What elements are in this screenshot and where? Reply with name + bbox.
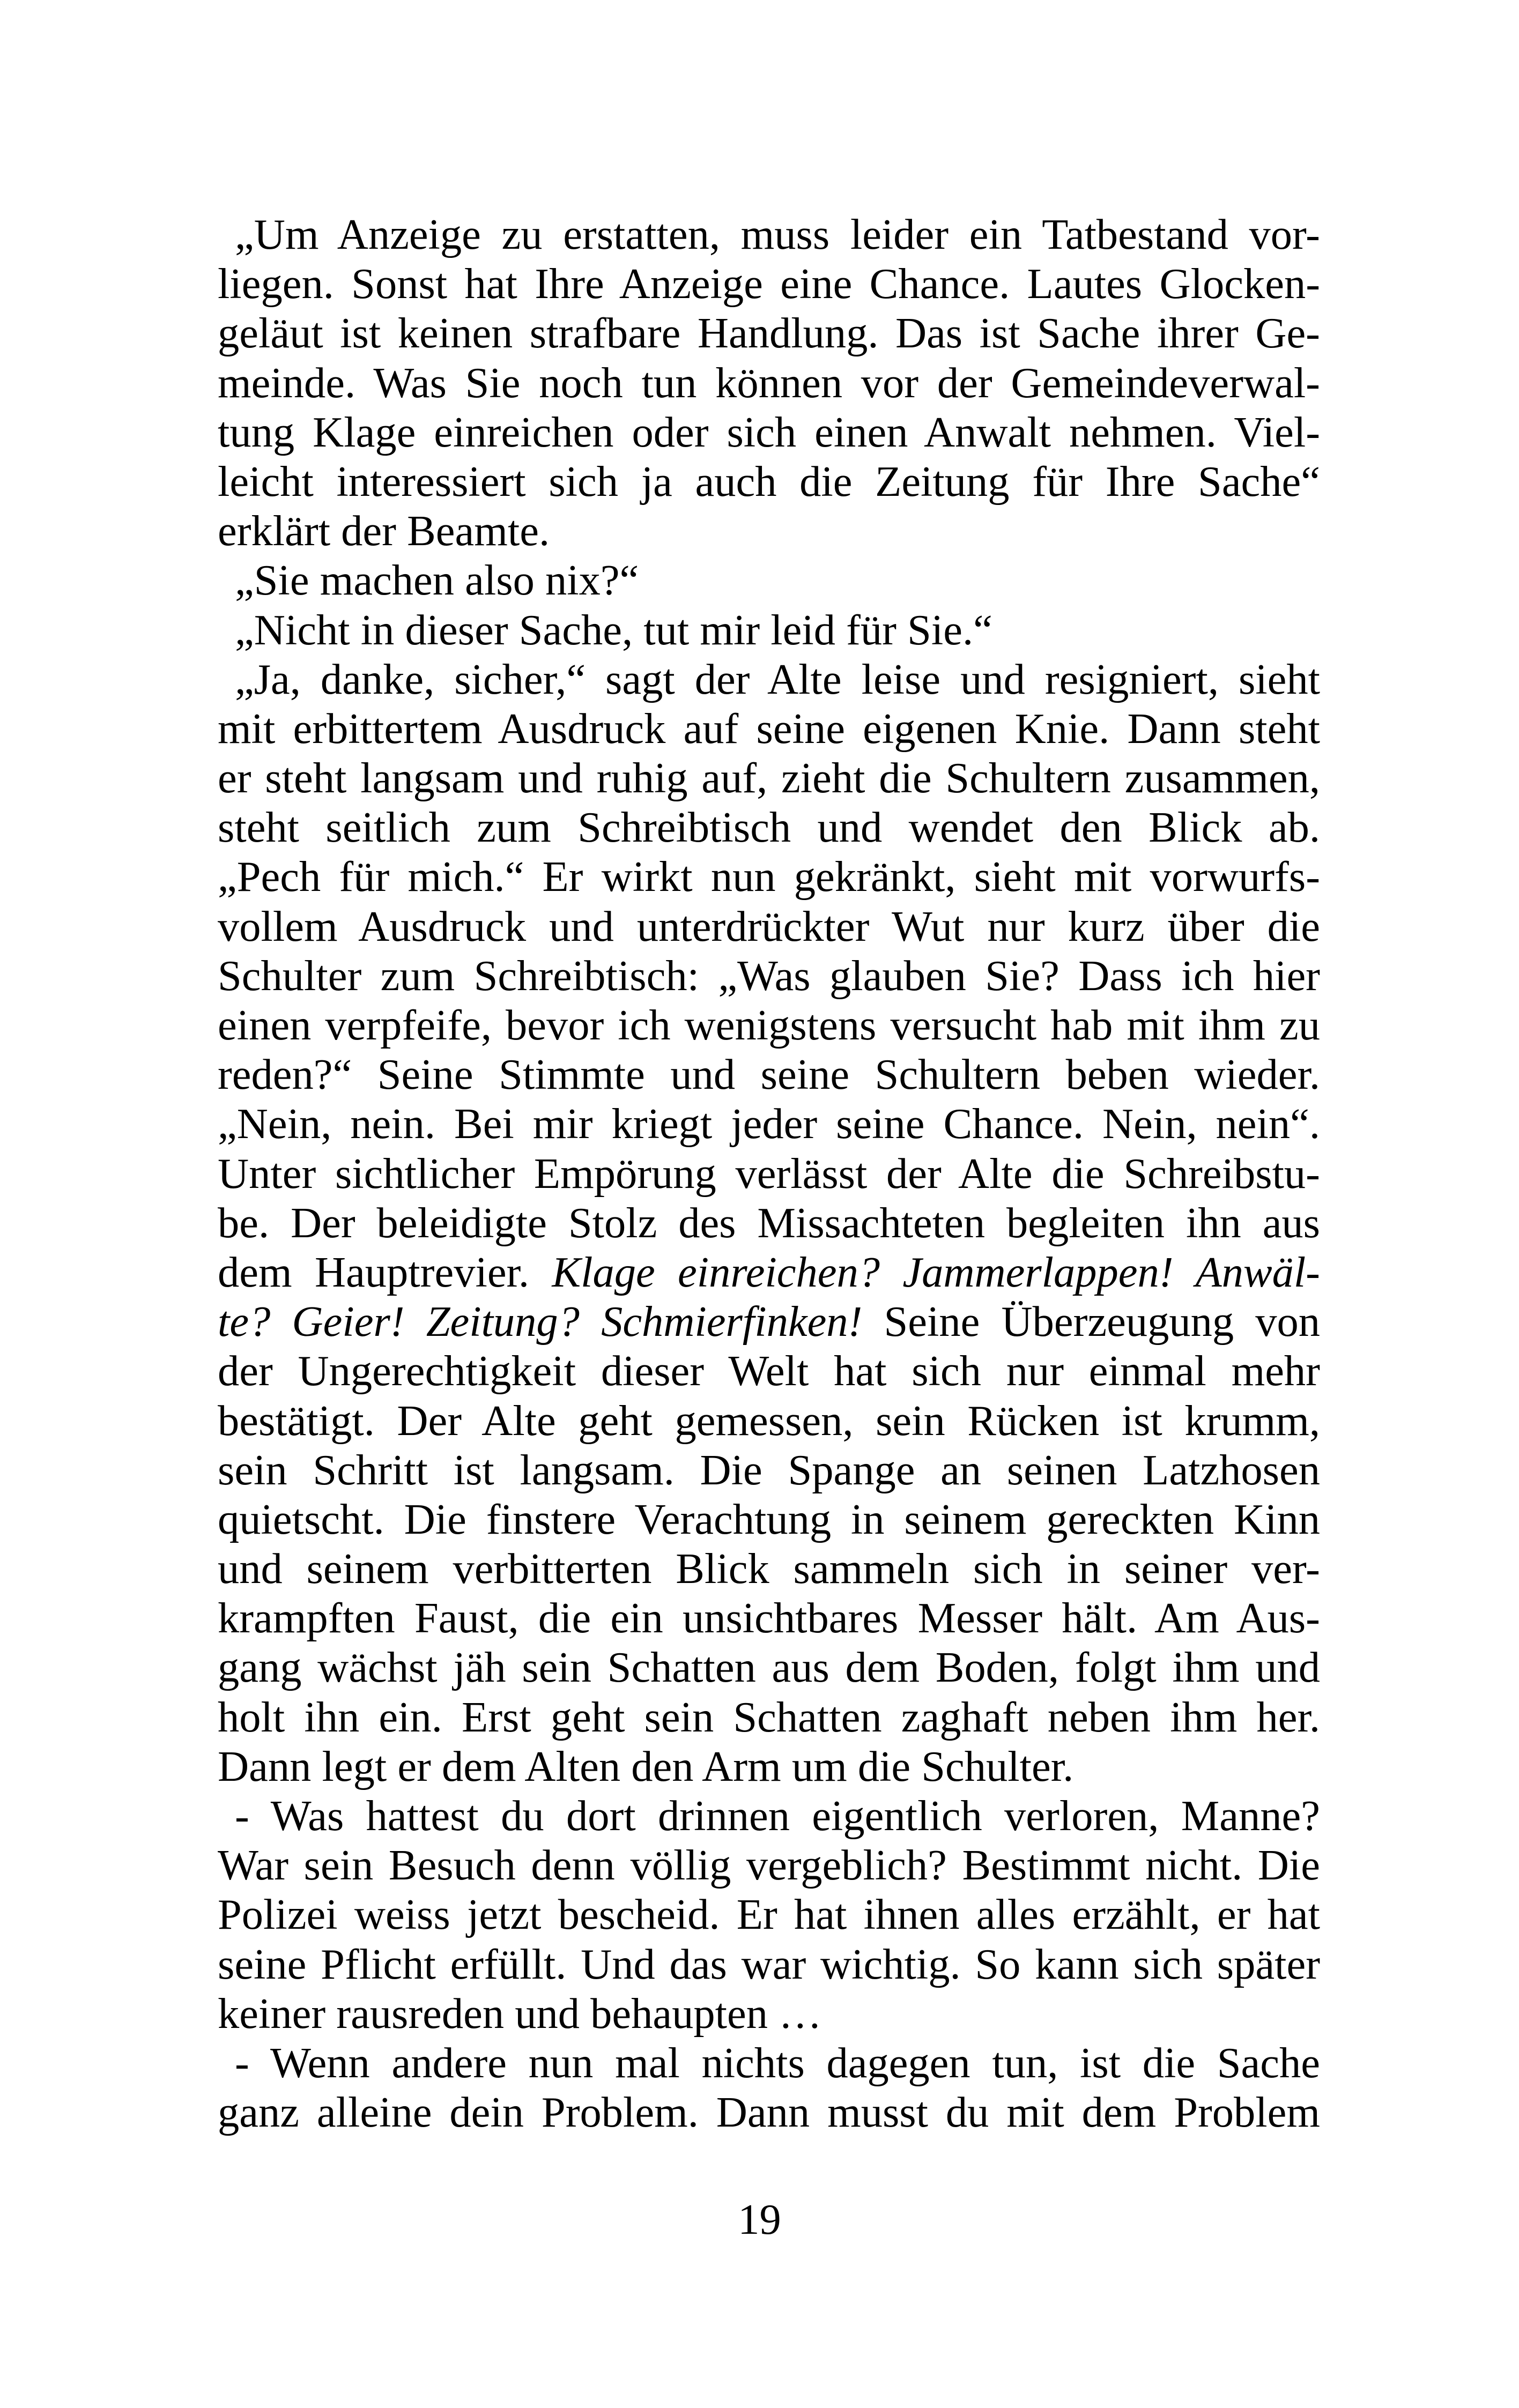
text-line: keiner rausreden und behaupten …	[218, 1989, 822, 2038]
text-span: Seine Überzeugung von	[862, 1298, 1320, 1346]
text-line: sein Schritt ist langsam. Die Spange an seinen Latzhosen	[218, 1446, 1320, 1494]
text-line: War sein Besuch denn völlig vergeblich? Bestimmt nicht. Die	[218, 1841, 1320, 1890]
text-line: steht seitlich zum Schreibtisch und wendet den Blick ab.	[218, 804, 1320, 852]
paragraph	[218, 606, 1320, 655]
text-line: „Um Anzeige zu erstatten, muss leider ein Tatbestand vor-	[235, 211, 1320, 258]
text-line: mit erbittertem Ausdruck auf seine eigenen Knie. Dann steht	[218, 704, 1320, 753]
paragraph	[218, 2039, 1320, 2137]
text-line: vollem Ausdruck und unterdrückter Wut nur kurz über die	[218, 902, 1320, 950]
text-line: „Pech für mich.“ Er wirkt nun gekränkt, sieht mit vorwurfs-	[218, 853, 1320, 901]
paragraph	[218, 556, 1320, 605]
text-line: gang wächst jäh sein Schatten aus dem Boden, folgt ihm und	[218, 1644, 1320, 1692]
text-line: seine Pflicht erfüllt. Und das war wichtig. So kann sich später	[218, 1940, 1320, 1988]
text-line: „Nicht in dieser Sache, tut mir leid für Sie.“	[235, 606, 992, 654]
paragraph	[218, 210, 1320, 556]
text-line: bestätigt. Der Alte geht gemessen, sein Rücken ist krumm,	[218, 1396, 1320, 1445]
text-line: er steht langsam und ruhig auf, zieht die Schultern zusammen,	[218, 754, 1320, 802]
text-line: quietscht. Die finstere Verachtung in seinem gereckten Kinn	[218, 1495, 1320, 1543]
italic-thought: te? Geier! Zeitung? Schmierfinken!	[218, 1298, 863, 1346]
text-line: Polizei weiss jetzt bescheid. Er hat ihnen alles erzählt, er hat	[218, 1891, 1320, 1939]
text-line: leicht interessiert sich ja auch die Zeitung für Ihre Sache“	[218, 457, 1320, 506]
text-line: liegen. Sonst hat Ihre Anzeige eine Chance. Lautes Glocken-	[218, 260, 1320, 308]
text-line: Unter sichtlicher Empörung verlässt der Alte die Schreibstu-	[218, 1149, 1320, 1198]
text-line: Dann legt er dem Alten den Arm um die Schulter.	[218, 1742, 1074, 1790]
text-line: erklärt der Beamte.	[218, 507, 550, 555]
text-line: reden?“ Seine Stimmte und seine Schultern beben wieder.	[218, 1051, 1320, 1099]
text-line-with-italic	[218, 1297, 1320, 1347]
text-line: krampften Faust, die ein unsichtbares Messer hält. Am Aus-	[218, 1594, 1320, 1643]
text-line: - Wenn andere nun mal nichts dagegen tun, ist die Sache	[235, 2039, 1320, 2087]
text-span: dem Hauptrevier.	[218, 1248, 552, 1296]
text-line: „Sie machen also nix?“	[235, 556, 639, 605]
text-line: tung Klage einreichen oder sich einen Anwalt nehmen. Viel-	[218, 408, 1320, 456]
text-line: holt ihn ein. Erst geht sein Schatten zaghaft neben ihm her.	[218, 1693, 1320, 1741]
text-line: und seinem verbitterten Blick sammeln sich in seiner ver-	[218, 1545, 1320, 1593]
text-line: ganz alleine dein Problem. Dann musst du mit dem Problem	[218, 2089, 1320, 2137]
body-text	[218, 210, 1320, 2137]
paragraph	[218, 1792, 1320, 2039]
paragraph	[218, 655, 1320, 1792]
text-line: einen verpfeife, bevor ich wenigstens versucht hab mit ihm zu	[218, 1001, 1320, 1049]
text-line-with-italic	[218, 1248, 1320, 1297]
text-line: Schulter zum Schreibtisch: „Was glauben Sie? Dass ich hier	[218, 952, 1320, 1000]
text-line: be. Der beleidigte Stolz des Missachteten begleiten ihn aus	[218, 1199, 1320, 1247]
text-line: „Nein, nein. Bei mir kriegt jeder seine Chance. Nein, nein“.	[218, 1100, 1320, 1148]
page-number: 19	[738, 2196, 781, 2243]
text-line: der Ungerechtigkeit dieser Welt hat sich nur einmal mehr	[218, 1347, 1320, 1395]
text-line: „Ja, danke, sicher,“ sagt der Alte leise und resigniert, sieht	[235, 655, 1320, 703]
italic-thought: Klage einreichen? Jammerlappen! Anwäl-	[552, 1248, 1320, 1296]
text-line: geläut ist keinen strafbare Handlung. Das ist Sache ihrer Ge-	[218, 309, 1320, 358]
text-line: - Was hattest du dort drinnen eigentlich verloren, Manne?	[235, 1792, 1320, 1840]
text-line: meinde. Was Sie noch tun können vor der Gemeindeverwal-	[218, 359, 1320, 407]
